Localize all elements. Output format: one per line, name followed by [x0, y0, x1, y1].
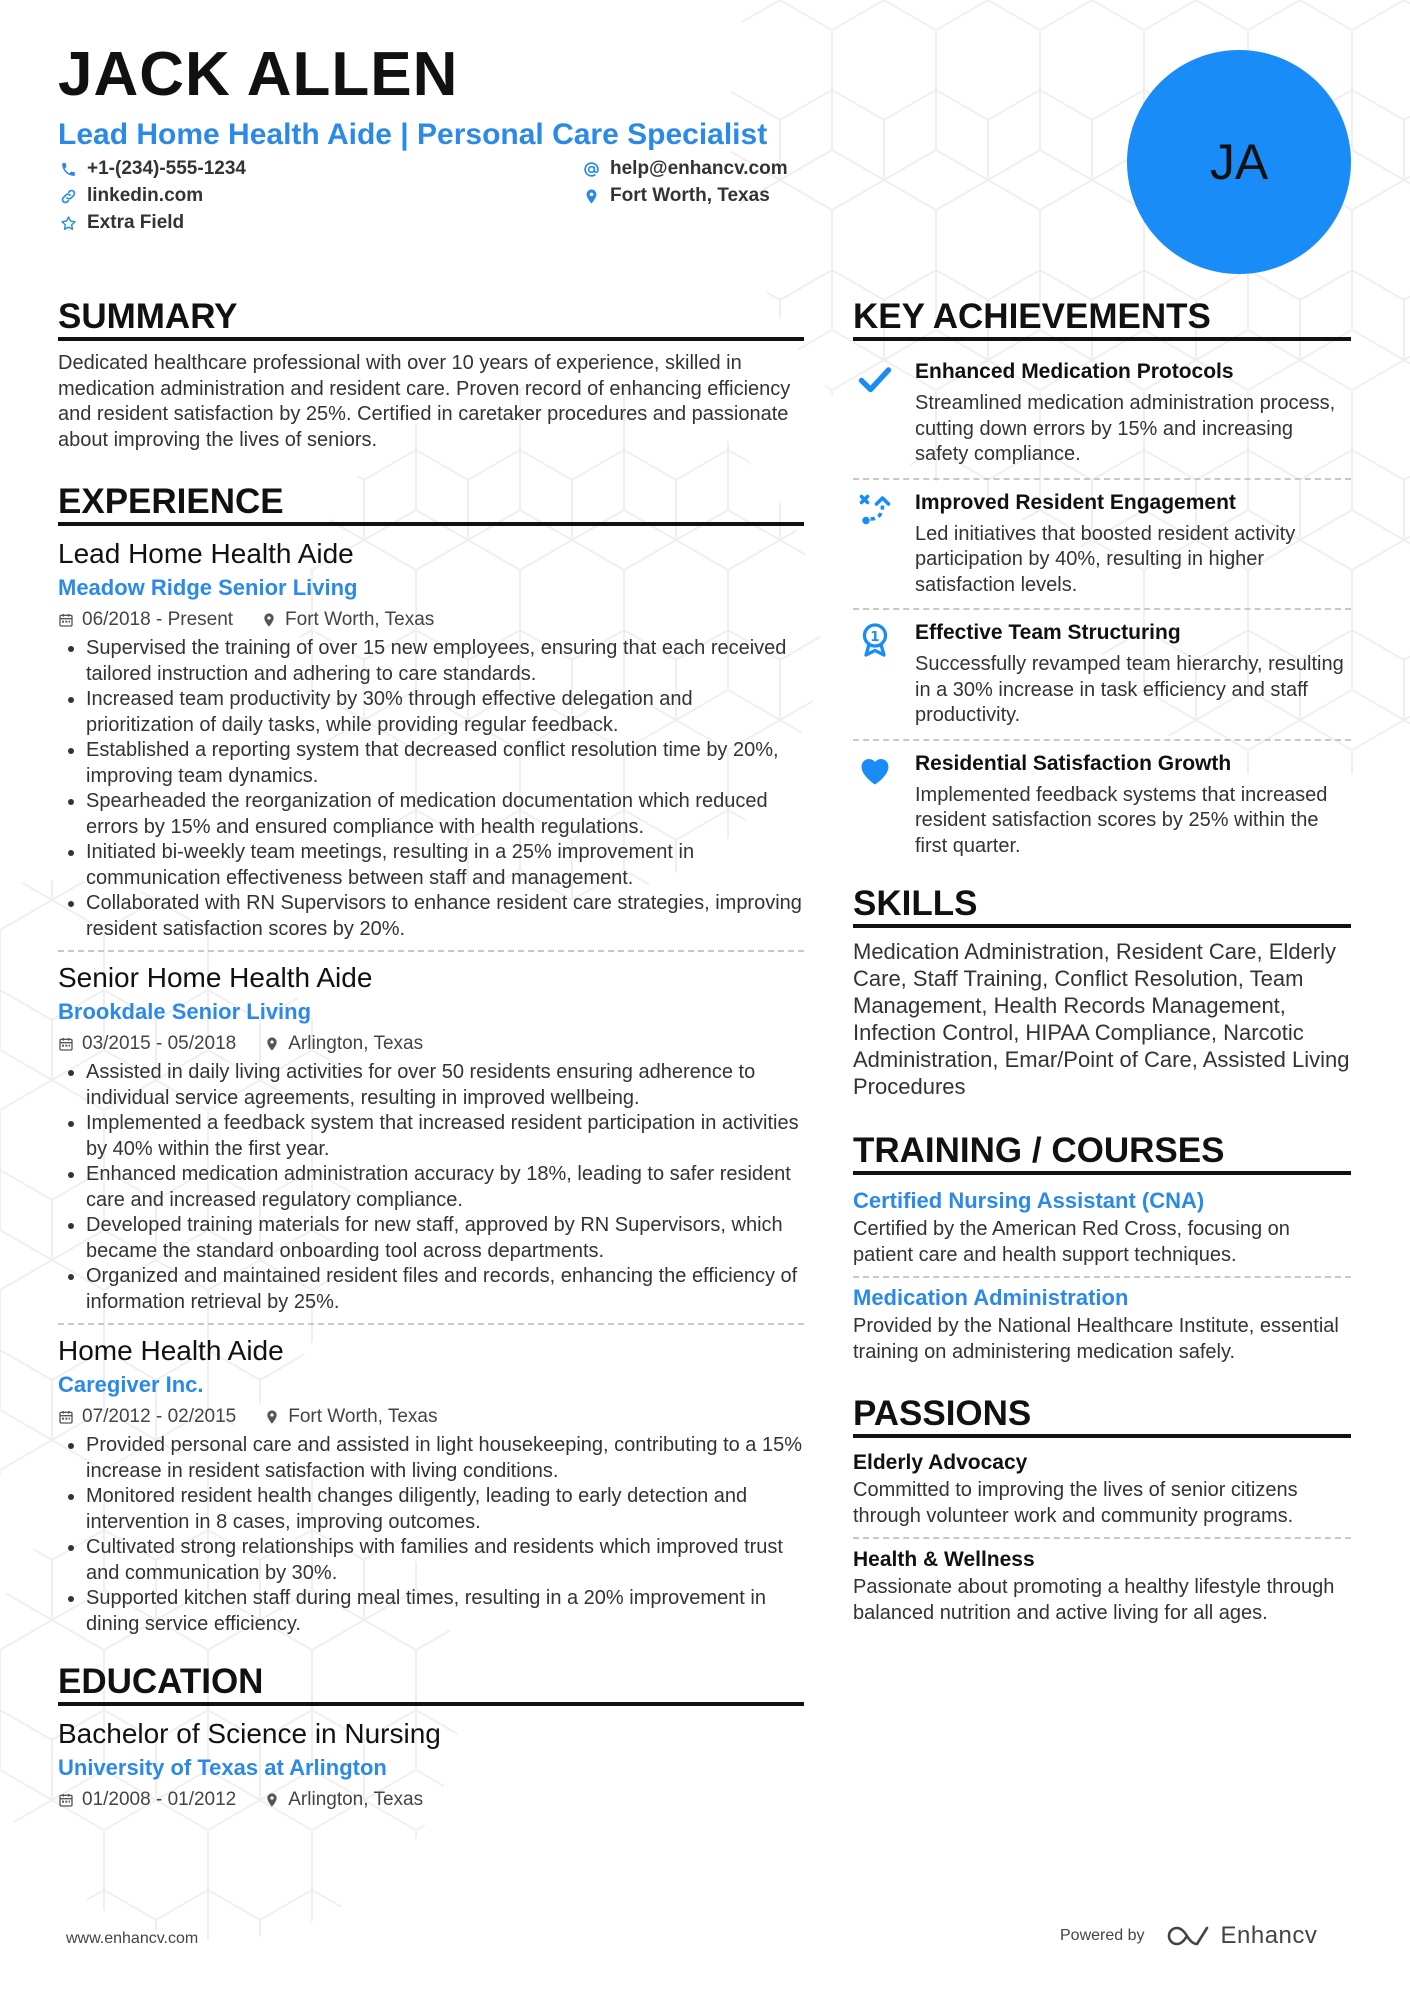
passion-desc: Committed to improving the lives of senior citizens through volunteer work and community programs. — [853, 1479, 1298, 1527]
course-desc: Certified by the American Red Cross, focusing on patient care and health support techniques. — [853, 1218, 1290, 1266]
footer-website[interactable]: www.enhancv.com — [66, 1930, 199, 1947]
list-item: • Increased team productivity by 30% through effective delegation and prioritization of daily tasks, while providing regular feedback. — [86, 687, 804, 738]
phone-contact — [60, 158, 246, 180]
location-pin-icon — [264, 1792, 280, 1808]
achievements-section — [853, 296, 1351, 869]
achievement-item — [853, 478, 1351, 609]
summary-section — [58, 296, 804, 453]
achievement-title: Effective Team Structuring — [915, 621, 1181, 644]
extra-field-contact — [60, 212, 184, 234]
achievement-desc: Successfully revamped team hierarchy, resulting in a 30% increase in task efficiency and staff productivity. — [915, 653, 1344, 726]
job-bullets — [58, 1433, 804, 1637]
passions-section — [853, 1393, 1351, 1626]
list-item: • Established a reporting system that decreased conflict resolution time by 20%, improving team dynamics. — [86, 738, 804, 789]
list-item: • Supported kitchen staff during meal times, resulting in a 20% improvement in dining service efficiency. — [86, 1586, 804, 1637]
brand-name: Enhancv — [1220, 1922, 1318, 1949]
skills-text: Medication Administration, Resident Care, Elderly Care, Staff Training, Conflict Resolution, Team Management, Health Records Management, Infection Control, HIPAA Compliance, Narcotic Administration, Emar/Point of Care, Assisted Living Procedures — [853, 939, 1350, 1099]
job-meta — [58, 1030, 804, 1058]
list-item: • Monitored resident health changes diligently, leading to early detection and intervention in 8 cases, improving outcomes. — [86, 1484, 804, 1535]
job-company[interactable]: Meadow Ridge Senior Living — [58, 575, 358, 600]
right-column — [853, 296, 1351, 1626]
course-title: Certified Nursing Assistant (CNA) — [853, 1188, 1205, 1213]
location-pin-icon — [261, 612, 277, 628]
calendar-icon — [58, 612, 74, 628]
achievement-item — [853, 608, 1351, 739]
job-entry — [58, 536, 804, 942]
candidate-name: JACK ALLEN — [58, 40, 459, 109]
job-location: Fort Worth, Texas — [288, 1406, 438, 1427]
achievement-desc: Led initiatives that boosted resident activity participation by 40%, resulting in higher satisfaction levels. — [915, 522, 1296, 596]
list-item: • Enhanced medication administration accuracy by 18%, leading to safer resident care and increased regulatory compliance. — [86, 1162, 804, 1213]
skills-section — [853, 883, 1351, 1100]
course-desc: Provided by the National Healthcare Institute, essential training on administering medication safely. — [853, 1315, 1339, 1363]
education-heading: EDUCATION — [58, 1661, 804, 1706]
education-section — [58, 1661, 804, 1814]
list-item: • Provided personal care and assisted in light housekeeping, contributing to a 15% increase in resident satisfaction with living conditions. — [86, 1433, 804, 1484]
linkedin-text[interactable]: linkedin.com — [87, 185, 204, 206]
achievement-title: Enhanced Medication Protocols — [915, 360, 1234, 383]
phone-text[interactable]: +1-(234)-555-1234 — [87, 158, 246, 179]
experience-heading: EXPERIENCE — [58, 481, 804, 526]
candidate-headline: Lead Home Health Aide | Personal Care Specialist — [58, 118, 768, 151]
job-entry — [58, 1323, 804, 1637]
achievement-title: Improved Resident Engagement — [915, 490, 1236, 514]
job-entry — [58, 950, 804, 1315]
list-item: • Assisted in daily living activities for over 50 residents ensuring adherence to individual service agreements, resulting in improved wellbeing. — [86, 1060, 804, 1111]
at-icon — [583, 161, 600, 178]
svg-text:1: 1 — [870, 628, 880, 645]
education-meta — [58, 1786, 804, 1814]
list-item: • Spearheaded the reorganization of medication documentation which reduced errors by 15% and ensured compliance with health regulations. — [86, 789, 804, 840]
powered-by-text: Powered by — [1060, 1927, 1145, 1944]
location-contact — [583, 185, 770, 207]
job-bullets — [58, 636, 804, 942]
course-title: Medication Administration — [853, 1285, 1129, 1310]
job-meta — [58, 1403, 804, 1431]
achievement-item — [853, 739, 1351, 870]
passion-item — [853, 1448, 1351, 1529]
star-icon — [60, 215, 77, 232]
list-item: • Supervised the training of over 15 new employees, ensuring that each received tailored instruction and adhering to care standards. — [86, 636, 804, 687]
location-pin-icon — [264, 1409, 280, 1425]
education-degree: Bachelor of Science in Nursing — [58, 1718, 441, 1749]
heart-icon — [857, 753, 893, 789]
email-contact — [583, 158, 788, 180]
list-item: • Collaborated with RN Supervisors to enhance resident care strategies, improving resident satisfaction scores by 20%. — [86, 891, 804, 942]
achievement-title: Residential Satisfaction Growth — [915, 751, 1232, 775]
job-title: Lead Home Health Aide — [58, 538, 354, 569]
course-item — [853, 1185, 1351, 1268]
experience-section — [58, 481, 804, 1637]
job-location: Fort Worth, Texas — [285, 609, 435, 630]
training-section — [853, 1130, 1351, 1365]
avatar — [1127, 50, 1351, 274]
linkedin-contact — [60, 185, 203, 207]
link-icon — [60, 188, 77, 205]
achievement-desc: Streamlined medication administration process, cutting down errors by 15% and increasing safety compliance. — [915, 392, 1336, 465]
list-item: • Developed training materials for new staff, approved by RN Supervisors, which became the standard onboarding tool across departments. — [86, 1213, 804, 1264]
award-icon — [857, 622, 893, 658]
course-item — [853, 1276, 1351, 1365]
check-icon — [857, 361, 893, 397]
passion-title: Elderly Advocacy — [853, 1451, 1028, 1474]
education-location: Arlington, Texas — [288, 1789, 424, 1810]
strategy-icon — [857, 492, 893, 528]
calendar-icon — [58, 1036, 74, 1052]
avatar-initials: JA — [1209, 134, 1269, 190]
job-location: Arlington, Texas — [288, 1033, 424, 1054]
summary-heading: SUMMARY — [58, 296, 804, 341]
list-item: • Initiated bi-weekly team meetings, resulting in a 25% improvement in communication effectiveness between staff and management. — [86, 840, 804, 891]
location-text: Fort Worth, Texas — [610, 185, 770, 206]
job-title: Senior Home Health Aide — [58, 962, 373, 993]
passion-title: Health & Wellness — [853, 1548, 1035, 1571]
location-pin-icon — [583, 188, 600, 205]
list-item: • Implemented a feedback system that increased resident participation in activities by 40% within the first year. — [86, 1111, 804, 1162]
list-item: • Cultivated strong relationships with families and residents which improved trust and communication by 30%. — [86, 1535, 804, 1586]
enhancv-logo-icon — [1167, 1925, 1211, 1947]
training-heading: TRAINING / COURSES — [853, 1130, 1351, 1175]
achievements-heading: KEY ACHIEVEMENTS — [853, 296, 1351, 341]
job-dates: 03/2015 - 05/2018 — [82, 1033, 237, 1054]
summary-text: Dedicated healthcare professional with over 10 years of experience, skilled in medication administration and resident care. Proven record of enhancing efficiency and resident satisfaction by 25%. Certified in caretaker procedures and passionate about improving the lives of seniors. — [58, 352, 791, 451]
job-bullets — [58, 1060, 804, 1315]
education-school[interactable]: University of Texas at Arlington — [58, 1755, 387, 1780]
job-company[interactable]: Caregiver Inc. — [58, 1372, 204, 1397]
job-dates: 06/2018 - Present — [82, 609, 234, 630]
job-dates: 07/2012 - 02/2015 — [82, 1406, 237, 1427]
job-title: Home Health Aide — [58, 1335, 284, 1366]
location-pin-icon — [264, 1036, 280, 1052]
passion-desc: Passionate about promoting a healthy lifestyle through balanced nutrition and active living for all ages. — [853, 1576, 1335, 1624]
job-company[interactable]: Brookdale Senior Living — [58, 999, 312, 1024]
skills-heading: SKILLS — [853, 883, 1351, 928]
achievement-item — [853, 351, 1351, 478]
list-item: • Organized and maintained resident files and records, enhancing the efficiency of information retrieval by 25%. — [86, 1264, 804, 1315]
enhancv-logo[interactable] — [1167, 1922, 1318, 1950]
education-dates: 01/2008 - 01/2012 — [82, 1789, 237, 1810]
job-meta — [58, 606, 804, 634]
calendar-icon — [58, 1792, 74, 1808]
phone-icon — [60, 161, 77, 178]
achievement-desc: Implemented feedback systems that increased resident satisfaction scores by 25% within the first quarter. — [915, 783, 1328, 857]
email-text[interactable]: help@enhancv.com — [610, 158, 788, 179]
passions-heading: PASSIONS — [853, 1393, 1351, 1438]
passion-item — [853, 1537, 1351, 1626]
left-column — [58, 296, 804, 1814]
extra-field-text: Extra Field — [87, 212, 185, 233]
footer-branding — [1060, 1922, 1317, 1950]
calendar-icon — [58, 1409, 74, 1425]
